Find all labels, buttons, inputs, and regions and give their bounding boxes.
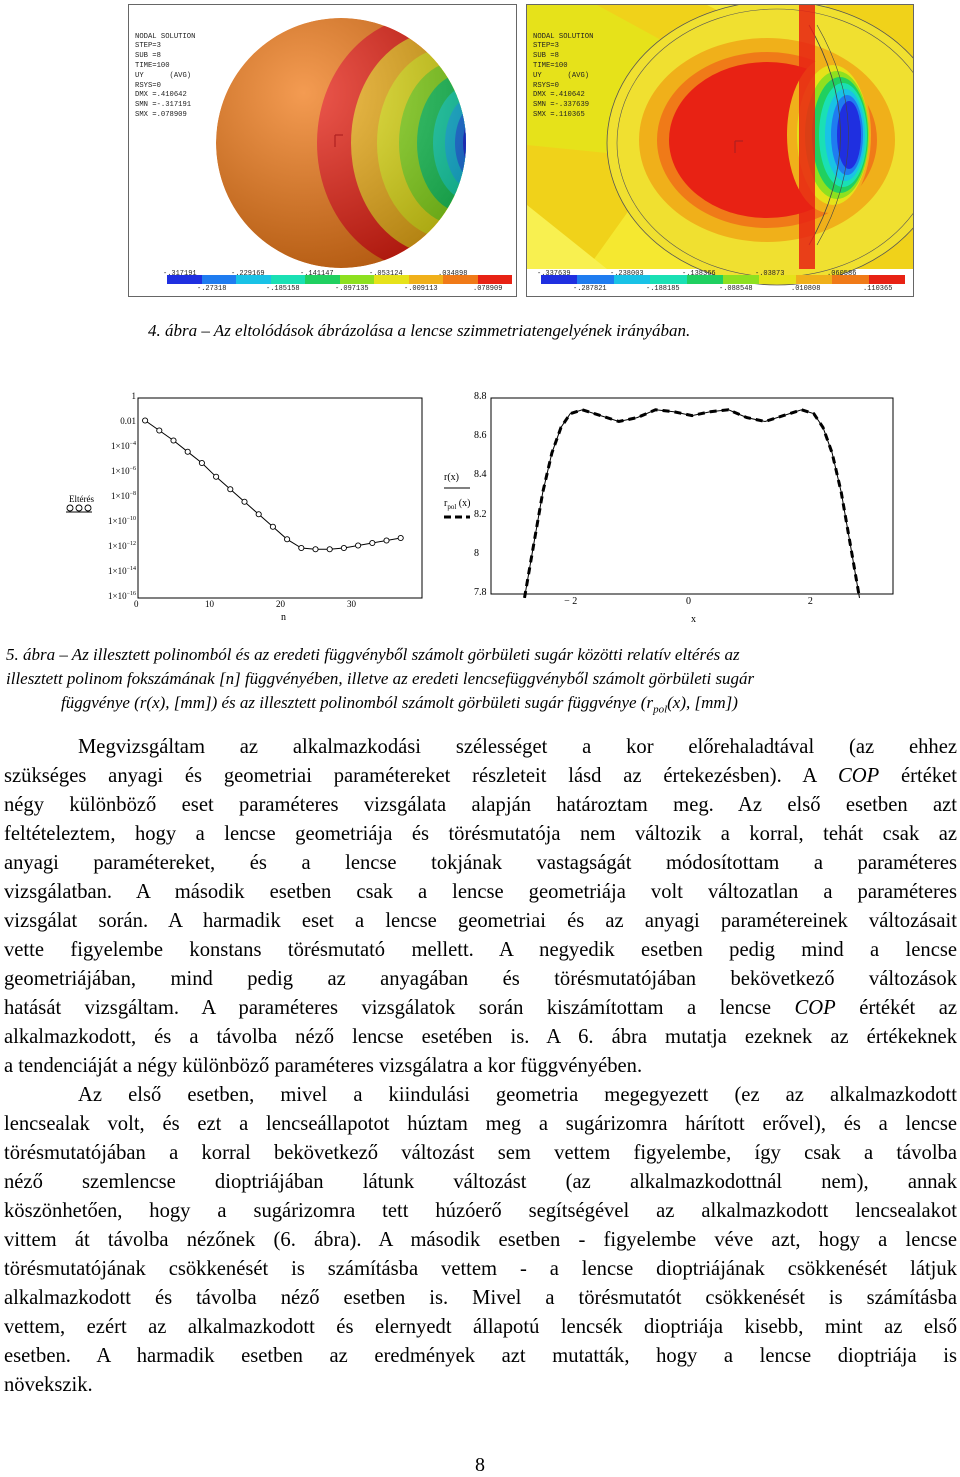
body-paragraph-1 [4, 733, 957, 1081]
text-line: négy különböző eset paraméteres vizsgálata alapján határoztam meg. Az első esetben azt [4, 794, 957, 816]
text-line: lencsealak volt, és ezt a lencseállapotot húztam meg a sugárizomra hárított erővel), és a lencse [4, 1113, 957, 1135]
text-line: vizsgálatban. A második esetben csak a lencse geometriája volt változatlan a paraméteres [4, 881, 957, 903]
text-line: geometriájában, mind pedig az anyagában és törésmutatójában bekövetkező változások [4, 968, 957, 990]
right-plot-ytick: 8 [474, 547, 479, 559]
left-plot-point [157, 428, 162, 433]
left-plot-ylabel-marks [66, 503, 96, 515]
fig4-left-panel [128, 4, 517, 297]
body-paragraph-2 [4, 1081, 957, 1400]
text-line: vette figyelembe konstans törésmutató mellett. A negyedik esetben pedig mind a lencse [4, 939, 957, 961]
fig4-right-legend-values: -.337639 -.238003 -.138366 -.03873 .060586 -.287821 -.188185 -.088548 .010808 .110365 [537, 270, 893, 293]
text-line: alkalmazkodott, és a távolba néző lencse esetében is. A 6. ábra mutatja ezeknek az értékeknek [4, 1026, 957, 1048]
text-line: hatását vizsgáltam. A paraméteres vizsgálatok során kiszámítottam a lencse COP értékét az [4, 997, 957, 1019]
left-plot-point [256, 512, 261, 517]
left-plot-point [299, 545, 304, 550]
right-plot-xlabel: x [691, 614, 696, 625]
figure4-caption: 4. ábra – Az eltolódások ábrázolása a lencse szimmetriatengelyének irányában. [148, 321, 691, 340]
text-line: Az első esetben, mivel a kiindulási geometria megegyezett (ez az alkalmazkodott [78, 1084, 957, 1106]
legend-color-swatch [478, 275, 513, 284]
left-plot-point [270, 524, 275, 529]
text-line: feltételeztem, hogy a lencse geometriája és törésmutatója nem változik a korral, tehát csak az [4, 823, 957, 845]
left-plot-xtick: 10 [205, 599, 214, 609]
text-line: vizsgálat során. A harmadik eset a lencse geometriai és az anyagi paramétereinek változásait [4, 910, 957, 932]
right-plot-frame [491, 398, 893, 594]
left-plot-point [199, 460, 204, 465]
left-plot-point [171, 438, 176, 443]
fig4-left-info: NODAL SOLUTION STEP=3 SUB =8 TIME=100 UY (AVG) RSYS=0 DMX =.410642 SMN =-.317191 SMX =.078909 [135, 32, 196, 119]
text-line: anyagi paramétereket, és a lencse tokjának vastagságát módosítottam a paraméteres [4, 852, 957, 874]
legend-color-swatch [577, 275, 613, 284]
left-plot-ytick: $1\times 10^{-10}$ [108, 516, 136, 526]
text-line: a tendenciáját a négy különböző paraméteres vizsgálatra a kor függvényében. [4, 1055, 643, 1077]
left-plot-point [327, 547, 332, 552]
left-plot-ytick: $1\times 10^{-16}$ [108, 591, 136, 601]
text-line: növekszik. [4, 1374, 93, 1396]
figure5-caption-line: illesztett polinom fokszámának [n] függvényében, illetve az eredeti lencsefüggvényből számolt görbületi sugár [6, 669, 755, 688]
left-plot-ytick: $1\times 10^{-8}$ [111, 491, 136, 501]
left-plot-ytick: $1\times 10^{-6}$ [111, 466, 136, 476]
left-plot-point [242, 499, 247, 504]
text-line: esetben. A harmadik esetben az eredmények azt mutatták, hogy a lencse dioptriája is [4, 1345, 957, 1367]
text-line: néző szemlencse dioptriájában látunk változást (az alkalmazkodottnál nem), annak [4, 1171, 957, 1193]
right-plot-legend-r: r(x) [444, 472, 459, 483]
left-plot-ytick: $1\times 10^{-14}$ [108, 566, 136, 576]
left-plot-xlabel: n [281, 612, 286, 623]
left-plot-ytick: $1\times 10^{-12}$ [108, 541, 136, 551]
text-line: Megvizsgáltam az alkalmazkodási szélességet a kor előrehaladtával (az ehhez [78, 736, 957, 758]
left-plot-point [214, 474, 219, 479]
right-plot-xtick: 2 [807, 596, 813, 607]
right-plot-ytick: 8.2 [474, 508, 487, 520]
text-line: alkalmazkodott és távolba néző esetben is. Mivel a törésmutatót csökkenését is számításba [4, 1287, 957, 1309]
left-plot-point [285, 537, 290, 542]
right-plot-ytick: 7.8 [474, 587, 487, 598]
right-plot-legend-r-line [444, 486, 470, 490]
right-plot-ytick: 8.4 [474, 469, 487, 481]
left-plot-point [370, 540, 375, 545]
right-plot-xtick: 0 [686, 596, 691, 607]
legend-color-swatch [869, 275, 905, 284]
text-line: köszönhetően, hogy a sugárizomra tett húzóerő segítségével az alkalmazkodott lencsealakot [4, 1200, 957, 1222]
right-plot-rpol-line [525, 410, 860, 598]
left-plot-ytick: 0.01 [120, 416, 136, 426]
text-line: vettem, ezért az alkalmazkodott és elernyedt állapotú lencsék dioptriája kisebb, mint az első [4, 1316, 957, 1338]
left-plot-point [341, 545, 346, 550]
left-plot-point [398, 535, 403, 540]
fig4-right-panel [526, 4, 914, 297]
right-plot-legend-rpol-line [444, 514, 470, 520]
text-line: szükséges anyagi és geometriai paramétereket részleteit lásd az értekezésben). A COP értéket [4, 765, 958, 787]
left-plot-xtick: 20 [276, 599, 285, 609]
fig4-right-info: NODAL SOLUTION STEP=3 SUB =8 TIME=100 UY (AVG) RSYS=0 DMX =.410642 SMN =-.337639 SMX =.110365 [533, 32, 594, 119]
left-plot-point [384, 538, 389, 543]
figure5-caption-line: függvénye (r(x), [mm]) és az illesztett polinomból számolt görbületi sugár függvénye ($r_{pol}(x)$, [mm]) [61, 693, 738, 716]
right-plot-xtick: − 2 [564, 596, 578, 607]
left-plot-point [356, 543, 361, 548]
right-plot-legend-rpol: $r_{pol}$ (x) [444, 498, 471, 511]
left-plot-xtick: 0 [134, 599, 139, 609]
right-plot-area [491, 398, 893, 594]
left-plot-area [138, 398, 422, 598]
left-plot-ytick: 1 [131, 391, 136, 401]
left-plot-point [185, 449, 190, 454]
text-line: törésmutatójának csökkenését is számításba vettem - a lencse dioptriájának csökkenését látjuk [4, 1258, 957, 1280]
figure5-caption [6, 643, 954, 721]
legend-color-swatch [723, 275, 759, 284]
left-plot-xtick: 30 [347, 599, 356, 609]
left-plot-point [313, 547, 318, 552]
page-number: 8 [475, 1454, 485, 1476]
left-plot-series-line [145, 421, 401, 550]
figure5-caption-line: 5. ábra – Az illesztett polinomból és az eredeti függvényből számolt görbületi sugár közötti relatív eltérés az [6, 645, 740, 664]
right-plot-ytick: 8.6 [474, 430, 487, 442]
text-line: törésmutatójában a korral bekövetkező változást sem vettem figyelembe, így csak a távolba [4, 1142, 957, 1164]
fig4-left-legend-values: -.317191 -.229169 -.141147 -.053124 .034898 -.27318 -.185158 -.097135 -.009113 .078909 [163, 270, 503, 293]
left-plot-point [228, 487, 233, 492]
text-line: vittem át távolba nézőnek (6. ábra). A második esetben - figyelembe véve azt, hogy a lencse [4, 1229, 957, 1251]
left-plot-point [143, 418, 148, 423]
left-plot-ylabel: Eltérés [69, 494, 94, 504]
right-plot-r-line [525, 410, 860, 598]
left-plot-frame [138, 398, 422, 598]
right-plot-ytick: 8.8 [474, 391, 487, 402]
left-plot-ytick: $1\times 10^{-4}$ [111, 441, 136, 451]
